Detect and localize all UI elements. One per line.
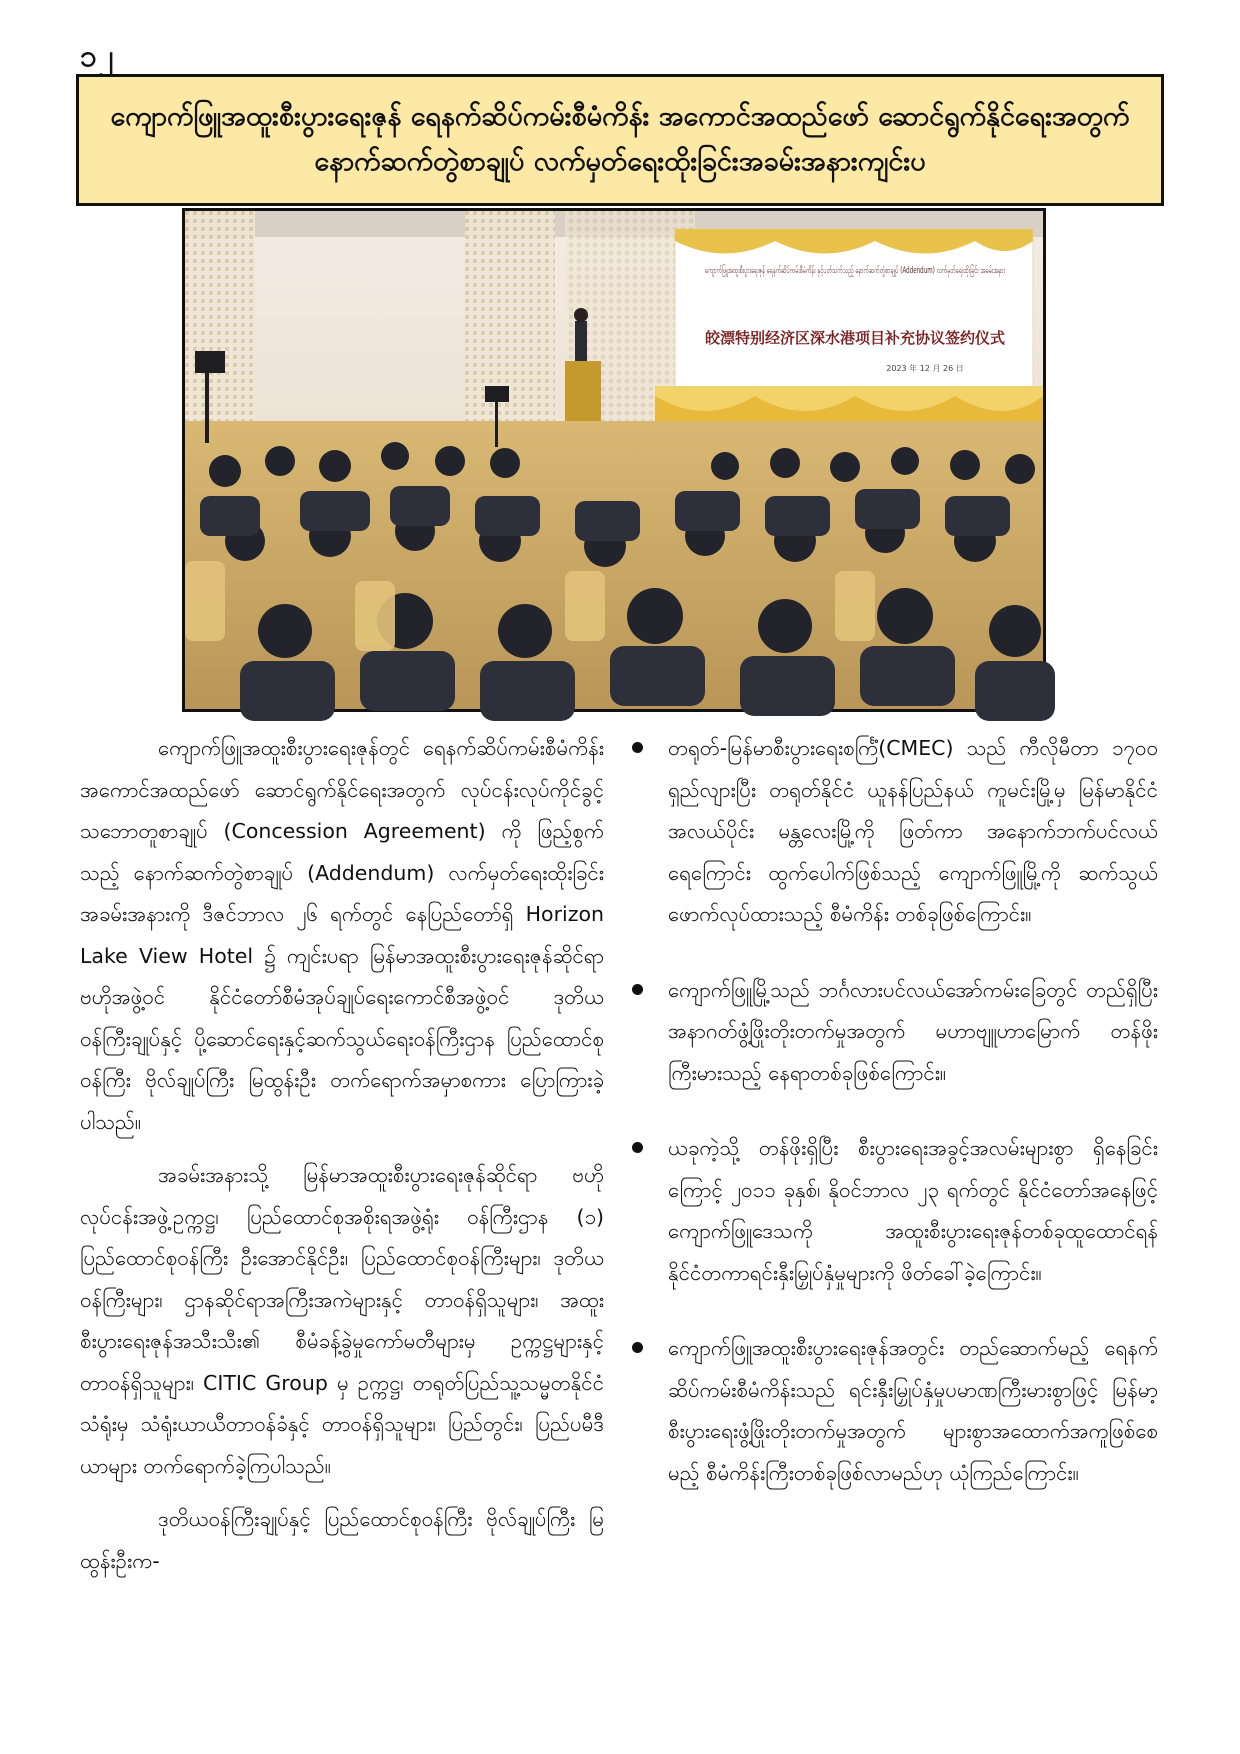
bullet-dot-icon <box>632 1342 643 1353</box>
banner-chinese-line: 皎漂特别经济区深水港项目补充协议签约仪式 <box>705 329 1005 347</box>
event-photo-illustration <box>185 211 1191 709</box>
bullet-item-4 <box>636 1328 1158 1494</box>
event-photo <box>182 208 1191 712</box>
body-paragraph-3: ဒုတိယဝန်ကြီးချုပ်နှင့် ပြည်ထောင်စုဝန်ကြီး ဗိုလ်ချုပ်ကြီး မြထွန်းဦးက- <box>80 1507 604 1573</box>
bullet-dot-icon <box>632 984 643 995</box>
body-paragraph-2: အခမ်းအနားသို့ မြန်မာအထူးစီးပွားရေးဇုန်ဆိုင်ရာ ဗဟိုလုပ်ငန်းအဖွဲ့ဥက္ကဋ္ဌ၊ ပြည်ထောင်စုအစိုးရအဖွဲ့ရုံး ဝန်ကြီးဌာန (၁) ပြည်ထောင်စုဝန်ကြီး ဦးအောင်နိုင်ဦး၊ ပြည်ထောင်စုဝန်ကြီးများ၊ ဒုတိယဝန်ကြီးများ၊ ဌာနဆိုင်ရာအကြီးအကဲများနှင့် တာဝန်ရှိသူများ၊ အထူးစီးပွားရေးဇုန်အသီးသီး၏ စီမံခန့်ခွဲမှုကော်မတီများမှ ဥက္ကဋ္ဌများနှင့် တာဝန်ရှိသူများ၊ CITIC Group မှ ဥက္ကဋ္ဌ၊ တရုတ်ပြည်သူ့သမ္မတနိုင်ငံသံရုံးမှ သံရုံးယာယီတာဝန်ခံနှင့် တာဝန်ရှိသူများ၊ ပြည်တွင်း၊ ပြည်ပမီဒီယာများ တက်ရောက်ခဲ့ကြပါသည်။ <box>80 1163 604 1478</box>
bullet-item-3 <box>636 1128 1158 1294</box>
right-column <box>636 728 1158 1528</box>
bullet-text-2: ကျောက်ဖြူမြို့သည် ဘင်္ဂလားပင်လယ်အော်ကမ်းခြေတွင် တည်ရှိပြီး အနာဂတ်ဖွံ့ဖြိုးတိုးတက်မှုအတွက် မဟာဗျူဟာမြောက် တန်ဖိုးကြီးမားသည့် နေရာတစ်ခုဖြစ်ကြောင်း။ <box>668 977 1158 1085</box>
banner-date: 2023 年 12 月 26 日 <box>886 364 964 373</box>
bullet-item-1 <box>636 728 1158 936</box>
bullet-text-4: ကျောက်ဖြူအထူးစီးပွားရေးဇုန်အတွင်း တည်ဆောက်မည့် ရေနက်ဆိပ်ကမ်းစီမံကိန်းသည် ရင်းနှီးမြှုပ်နှံမှုပမာဏကြီးမားစွာဖြင့် မြန်မာ့စီးပွားရေးဖွံ့ဖြိုးတိုးတက်မှုအတွက် များစွာအထောက်အကူဖြစ်စေမည့် စီမံကိန်းကြီးတစ်ခုဖြစ်လာမည်ဟု ယုံကြည်ကြောင်း။ <box>668 1336 1158 1485</box>
headline: ကျောက်ဖြူအထူးစီးပွားရေးဇုန် ရေနက်ဆိပ်ကမ်းစီမံကိန်း အကောင်အထည်ဖော် ဆောင်ရွက်နိုင်ရေးအတွက် နောက်ဆက်တွဲစာချုပ် လက်မှတ်ရေးထိုးခြင်းအခမ်းအနားကျင်းပ <box>110 101 1130 177</box>
bullet-text-3: ယခုကဲ့သို့ တန်ဖိုးရှိပြီး စီးပွားရေးအခွင့်အလမ်းများစွာ ရှိနေခြင်းကြောင့် ၂၀၁၁ ခုနှစ်၊ နိုဝင်ဘာလ ၂၃ ရက်တွင် နိုင်ငံတော်အနေဖြင့် ကျောက်ဖြူဒေသကို အထူးစီးပွားရေးဇုန်တစ်ခုထူထောင်ရန် နိုင်ငံတကာရင်းနှီးမြှုပ်နှံမှုများကို ဖိတ်ခေါ်ခဲ့ကြောင်း။ <box>668 1136 1158 1285</box>
bullet-item-2 <box>636 970 1158 1095</box>
headline-box <box>76 74 1164 206</box>
body-paragraph-1: ကျောက်ဖြူအထူးစီးပွားရေးဇုန်တွင် ရေနက်ဆိပ်ကမ်းစီမံကိန်း အကောင်အထည်ဖော် ဆောင်ရွက်နိုင်ရေးအတွက် လုပ်ငန်းလုပ်ကိုင်ခွင့်သဘောတူစာချုပ် (Concession Agreement) ကို ဖြည့်စွက်သည့် နောက်ဆက်တွဲစာချုပ် (Addendum) လက်မှတ်ရေးထိုးခြင်းအခမ်းအနားကို ဒီဇင်ဘာလ ၂၆ ရက်တွင် နေပြည်တော်ရှိ Horizon Lake View Hotel ၌ ကျင်းပရာ မြန်မာအထူးစီးပွားရေးဇုန်ဆိုင်ရာဗဟိုအဖွဲ့ဝင် နိုင်ငံတော်စီမံအုပ်ချုပ်ရေးကောင်စီအဖွဲ့ဝင် ဒုတိယဝန်ကြီးချုပ်နှင့် ပို့ဆောင်ရေးနှင့်ဆက်သွယ်ရေးဝန်ကြီးဌာန ပြည်ထောင်စုဝန်ကြီး ဗိုလ်ချုပ်ကြီး မြထွန်းဦး တက်ရောက်အမှာစကား ပြောကြားခဲ့ပါသည်။ <box>80 736 604 1134</box>
left-column <box>80 728 604 1594</box>
bullet-text-1: တရုတ်-မြန်မာစီးပွားရေးစင်္ကြံ(CMEC) သည် ကီလိုမီတာ ၁၇၀၀ ရှည်လျားပြီး တရုတ်နိုင်ငံ ယူနန်ပြည်နယ် ကူမင်းမြို့မှ မြန်မာနိုင်ငံအလယ်ပိုင်း မန္တလေးမြို့ကို ဖြတ်ကာ အနောက်ဘက်ပင်လယ်ရေကြောင်း ထွက်ပေါက်ဖြစ်သည့် ကျောက်ဖြူမြို့ကို ဆက်သွယ်ဖောက်လုပ်ထားသည့် စီမံကိန်း တစ်ခုဖြစ်ကြောင်း။ <box>668 736 1158 926</box>
banner-myanmar-line: ကျောက်ဖြူအထူးစီးပွားရေးဇုန် ရေနက်ဆိပ်ကမ်းစီမံကိန်း နှင့်ပတ်သက်သည့် နောက်ဆက်တွဲစာချုပ် (Addendum) လက်မှတ်ရေးထိုးခြင်း အခမ်းအနား <box>705 266 1191 276</box>
bullet-dot-icon <box>632 742 643 753</box>
bullet-dot-icon <box>632 1142 643 1153</box>
page-number: ၁၂ <box>80 39 116 74</box>
